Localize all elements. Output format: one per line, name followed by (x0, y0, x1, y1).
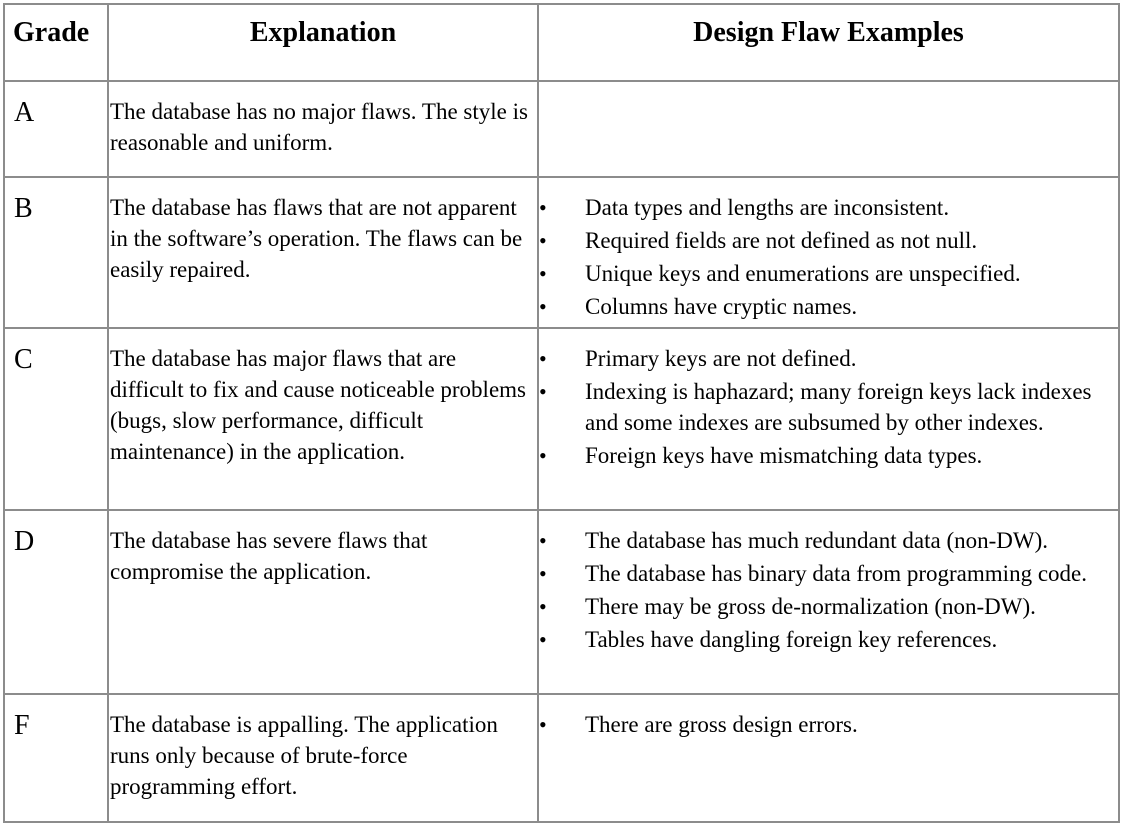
list-item: • Unique keys and enumerations are unspecified. (539, 258, 1114, 289)
flaw-list (539, 343, 1114, 471)
list-item: • Tables have dangling foreign key references. (539, 624, 1114, 655)
flaw-list (539, 192, 1114, 322)
list-item: • Primary keys are not defined. (539, 343, 1114, 374)
bullet-icon: • (539, 528, 547, 553)
table-row (4, 328, 1119, 510)
table-row (4, 694, 1119, 822)
list-item: • Columns have cryptic names. (539, 291, 1114, 322)
list-item: • The database has much redundant data (non-DW). (539, 525, 1114, 556)
explanation-cell: The database is appalling. The application runs only because of brute-force programming effort. (108, 694, 538, 822)
list-item: • The database has binary data from programming code. (539, 558, 1114, 589)
explanation-cell: The database has flaws that are not apparent in the software’s operation. The flaws can be easily repaired. (108, 177, 538, 328)
bullet-icon: • (539, 627, 547, 652)
table-row (4, 510, 1119, 694)
list-item: • Indexing is haphazard; many foreign keys lack indexes and some indexes are subsumed by other indexes. (539, 376, 1114, 438)
table-row (4, 81, 1119, 177)
grade-cell: C (4, 328, 108, 510)
flaws-cell (538, 694, 1119, 822)
bullet-icon: • (539, 195, 547, 220)
grade-cell: B (4, 177, 108, 328)
header-flaws: Design Flaw Examples (538, 4, 1119, 81)
bullet-icon: • (539, 594, 547, 619)
flaws-cell (538, 177, 1119, 328)
table-row (4, 177, 1119, 328)
bullet-icon: • (539, 261, 547, 286)
flaw-list (539, 709, 1114, 740)
header-row (4, 4, 1119, 81)
grade-cell: F (4, 694, 108, 822)
list-item: • Required fields are not defined as not null. (539, 225, 1114, 256)
list-item: • Foreign keys have mismatching data types. (539, 440, 1114, 471)
header-explanation: Explanation (108, 4, 538, 81)
bullet-icon: • (539, 294, 547, 319)
grading-table (3, 3, 1120, 823)
grade-cell: D (4, 510, 108, 694)
flaws-cell (538, 510, 1119, 694)
list-item: • There are gross design errors. (539, 709, 1114, 740)
header-grade: Grade (4, 4, 108, 81)
bullet-icon: • (539, 379, 547, 404)
flaws-cell (538, 328, 1119, 510)
explanation-cell: The database has severe flaws that compromise the application. (108, 510, 538, 694)
list-item: • There may be gross de-normalization (non-DW). (539, 591, 1114, 622)
bullet-icon: • (539, 443, 547, 468)
explanation-cell: The database has no major flaws. The style is reasonable and uniform. (108, 81, 538, 177)
explanation-cell: The database has major flaws that are difficult to fix and cause noticeable problems (bugs, slow performance, difficult maintenance) in the application. (108, 328, 538, 510)
flaws-cell (538, 81, 1119, 177)
list-item: • Data types and lengths are inconsistent. (539, 192, 1114, 223)
bullet-icon: • (539, 346, 547, 371)
bullet-icon: • (539, 228, 547, 253)
flaw-list (539, 525, 1114, 655)
bullet-icon: • (539, 712, 547, 737)
grade-cell: A (4, 81, 108, 177)
bullet-icon: • (539, 561, 547, 586)
